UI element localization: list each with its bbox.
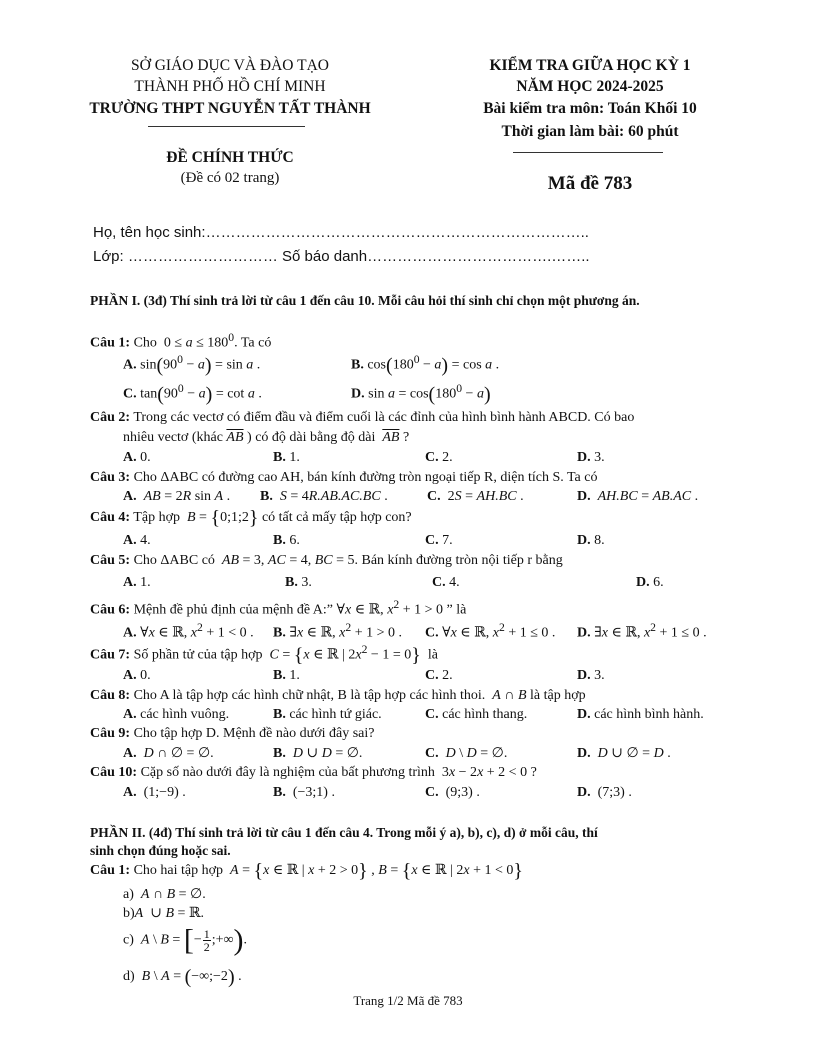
q1-option-c[interactable]: C. $\tan(90^0 - a) = \cot a$ .: [123, 382, 262, 406]
question-7: Câu 7: Số phần tử của tập hợp C = {x ∈ ℝ | $2x^2 - 1 = 0$} là: [90, 643, 438, 667]
p2-q1-item-a[interactable]: a) A ∩ B = ∅.: [123, 887, 206, 902]
question-8: Câu 8: Cho A là tập hợp các hình chữ nhật, B là tập hợp các hình thoi. A ∩ B là tập hợp: [90, 688, 586, 703]
q3-option-a[interactable]: A. AB = 2R sin A .: [123, 489, 231, 504]
question-stem: Trong các vectơ có điểm đầu và điểm cuối là các đỉnh của hình bình hành ABCD. Có bao: [133, 410, 635, 425]
part2-title-cont: sinh chọn đúng hoặc sai.: [90, 843, 231, 858]
q8-option-d[interactable]: D. các hình bình hành.: [577, 707, 704, 722]
q2-option-d[interactable]: D. 3.: [577, 450, 605, 465]
question-2-cont: nhiêu vectơ (khác $\overline{AB}$ ) có độ dài bằng độ dài $\overline{AB}$ ?: [123, 430, 410, 445]
question-9: [90, 725, 374, 743]
q3-option-d[interactable]: D. AH.BC = AB.AC .: [577, 489, 699, 504]
q4-option-d[interactable]: D. 8.: [577, 533, 605, 548]
question-label: Câu 1:: [90, 863, 131, 879]
q5-option-d[interactable]: D. 6.: [636, 575, 664, 590]
q5-option-c[interactable]: C. 4.: [432, 575, 460, 590]
question-4: Câu 4: Tập hợp B = {0;1;2} có tất cả mấy tập hợp con?: [90, 507, 412, 529]
q8-option-c[interactable]: C. các hình thang.: [425, 707, 528, 722]
q6-option-c[interactable]: C. ∀x ∈ ℝ, $x^2 + 1 \le 0$ .: [425, 621, 556, 641]
pages-note: (Đề có 02 trang): [180, 170, 280, 186]
p2-q1-item-b[interactable]: b)A ∪ B = ℝ.: [123, 906, 205, 921]
question-label: Câu 9:: [90, 726, 131, 741]
q2-option-b[interactable]: B. 1.: [273, 450, 300, 465]
question-2: [90, 409, 634, 427]
school-year: NĂM HỌC 2024-2025: [516, 78, 664, 95]
question-label: Câu 1:: [90, 335, 131, 351]
q6-option-b[interactable]: B. ∃x ∈ ℝ, $x^2 + 1 > 0$ .: [273, 621, 403, 641]
q10-option-b[interactable]: B. (−3;1) .: [273, 785, 335, 800]
question-label: Câu 2:: [90, 410, 131, 425]
q8-option-a[interactable]: A. các hình vuông.: [123, 707, 230, 722]
question-label: Câu 5:: [90, 553, 131, 568]
divider: [148, 126, 305, 127]
p2-q1-item-c[interactable]: c) A \ B = [− $\frac{1}{2}$ ;+∞).: [123, 923, 247, 957]
department-name: SỞ GIÁO DỤC VÀ ĐÀO TẠO: [131, 57, 329, 74]
question-label: Câu 8:: [90, 688, 131, 703]
q10-option-d[interactable]: D. (7;3) .: [577, 785, 632, 800]
question-label: Câu 3:: [90, 470, 131, 485]
school-name: TRƯỜNG THPT NGUYỄN TẤT THÀNH: [89, 100, 371, 117]
q1-option-a[interactable]: A. $\sin(90^0 - a) = \sin a$ .: [123, 353, 261, 377]
city-name: THÀNH PHỐ HỒ CHÍ MINH: [134, 78, 326, 95]
divider: [513, 152, 663, 153]
q9-option-b[interactable]: B. D ∪ D = ∅.: [273, 746, 363, 761]
question-3: [90, 469, 597, 487]
q5-option-b[interactable]: B. 3.: [285, 575, 312, 590]
student-name-field[interactable]: Họ, tên học sinh:…………………………………………………………………..: [93, 224, 589, 241]
subject: Bài kiểm tra môn: Toán Khối 10: [483, 100, 697, 117]
question-1: Câu 1: Cho $0 \le a \le 180^0$. Ta có: [90, 331, 272, 351]
question-10: Câu 10: Cặp số nào dưới đây là nghiệm của bất phương trình 3x − 2x + 2 < 0 ?: [90, 765, 537, 780]
q1-option-b[interactable]: B. $\cos(180^0 - a) = \cos a$ .: [351, 353, 500, 377]
q7-option-a[interactable]: A. 0.: [123, 668, 151, 683]
q7-option-b[interactable]: B. 1.: [273, 668, 300, 683]
q9-option-d[interactable]: D. D ∪ ∅ = D .: [577, 746, 671, 761]
q10-option-a[interactable]: A. (1;−9) .: [123, 785, 186, 800]
question-label: Câu 6:: [90, 602, 131, 618]
q5-option-a[interactable]: A. 1.: [123, 575, 151, 590]
question-stem: Cho ΔABC có đường cao AH, bán kính đường tròn ngoại tiếp R, diện tích S. Ta có: [133, 470, 598, 485]
q4-option-c[interactable]: C. 7.: [425, 533, 453, 548]
q8-option-b[interactable]: B. các hình tứ giác.: [273, 707, 382, 722]
student-class-field[interactable]: Lớp: ………………………… Số báo danh……………………………….……..: [93, 248, 590, 265]
q4-option-a[interactable]: A. 4.: [123, 533, 151, 548]
part1-title: PHẦN I. (3đ) Thí sinh trả lời từ câu 1 đến câu 10. Mỗi câu hỏi thí sinh chỉ chọn một phương án.: [90, 293, 640, 308]
question-5: Câu 5: Cho ΔABC có AB = 3, AC = 4, BC = 5. Bán kính đường tròn nội tiếp r bằng: [90, 553, 563, 568]
q3-option-b[interactable]: B. S = 4R.AB.AC.BC .: [260, 489, 388, 504]
part2-question-1: Câu 1: Cho hai tập hợp A = {x ∈ ℝ | x + 2 > 0} , B = {x ∈ ℝ | 2x + 1 < 0}: [90, 860, 523, 882]
question-stem: Cho tập hợp D. Mệnh đề nào dưới đây sai?: [133, 726, 375, 741]
page-footer: Trang 1/2 Mã đề 783: [353, 993, 463, 1008]
question-label: Câu 7:: [90, 647, 131, 663]
q2-option-a[interactable]: A. 0.: [123, 450, 151, 465]
official-label: ĐỀ CHÍNH THỨC: [166, 149, 294, 166]
q9-option-a[interactable]: A. D ∩ ∅ = ∅.: [123, 746, 214, 761]
question-label: Câu 10:: [90, 765, 138, 780]
p2-q1-item-d[interactable]: d) B \ A = (−∞;−2) .: [123, 966, 242, 988]
exam-code: Mã đề 783: [547, 173, 633, 194]
exam-title: KIỂM TRA GIỮA HỌC KỲ 1: [489, 57, 691, 74]
q6-option-a[interactable]: A. ∀x ∈ ℝ, $x^2 + 1 < 0$ .: [123, 621, 254, 641]
q10-option-c[interactable]: C. (9;3) .: [425, 785, 480, 800]
q6-option-d[interactable]: D. ∃x ∈ ℝ, $x^2 + 1 \le 0$ .: [577, 621, 707, 641]
q1-option-d[interactable]: D. $\sin a = \cos(180^0 - a)$: [351, 382, 491, 406]
question-label: Câu 4:: [90, 510, 131, 526]
part2-title: PHẦN II. (4đ) Thí sinh trả lời từ câu 1 đến câu 4. Trong mỗi ý a), b), c), d) ở mỗi câu, thí: [90, 825, 598, 840]
q4-option-b[interactable]: B. 6.: [273, 533, 300, 548]
question-6: Câu 6: Mệnh đề phủ định của mệnh đề A:” ∀x ∈ ℝ, $x^2 + 1 > 0$ ” là: [90, 598, 467, 618]
q3-option-c[interactable]: C. 2S = AH.BC .: [427, 489, 524, 504]
q2-option-c[interactable]: C. 2.: [425, 450, 453, 465]
duration: Thời gian làm bài: 60 phút: [501, 123, 679, 140]
q7-option-c[interactable]: C. 2.: [425, 668, 453, 683]
q9-option-c[interactable]: C. D \ D = ∅.: [425, 746, 508, 761]
q7-option-d[interactable]: D. 3.: [577, 668, 605, 683]
